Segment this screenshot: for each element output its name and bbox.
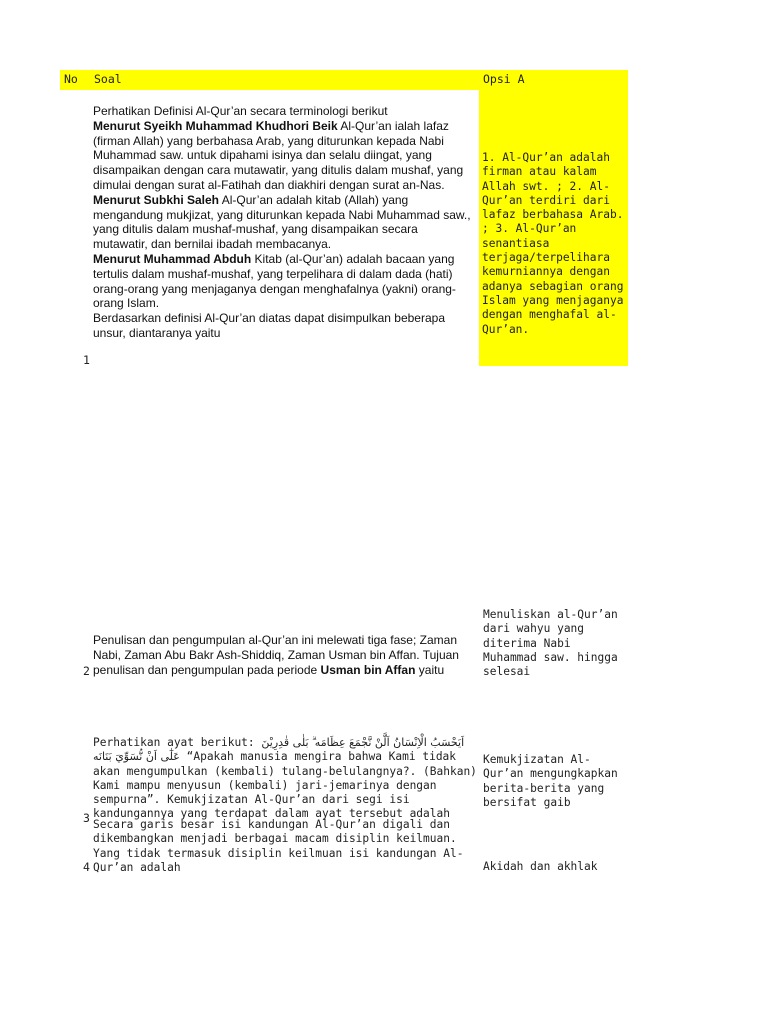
header-row [60, 70, 628, 90]
row-number-4: 4 [83, 860, 90, 874]
option-a-2: Menuliskan al-Qur’an dari wahyu yang diterima Nabi Muhammad saw. hingga selesai [483, 608, 618, 679]
question-2: Penulisan dan pengumpulan al-Qur’an ini melewati tiga fase; Zaman Nabi, Zaman Abu Bakr Ash-Shiddiq, Zaman Usman bin Affan. Tujuan penulisan dan pengumpulan pada periode Usman bin Affan yaitu [93, 633, 459, 677]
question-1-definition-2: Menurut Subkhi Saleh Al-Qur’an adalah kitab (Allah) yang mengandung mukjizat, yang diturunkan kepada Nabi Muhammad saw., yang ditulis dalam mushaf-mushaf, yang disampaikan secara mutawatir, dan bernilai ibadah membacanya. [93, 192, 471, 252]
header-opsi-a: Opsi A [483, 72, 525, 86]
row-number-3: 3 [83, 811, 90, 825]
question-1-definition-3: Menurut Muhammad Abduh Kitab (al-Qur’an) adalah bacaan yang tertulis dalam mushaf-mushaf, yang terpelihara di dalam dada (hati) orang-orang yang menjaganya dengan menghafalnya (yakni) orang-orang Islam. [93, 251, 456, 311]
question-1-intro: Perhatikan Definisi Al-Qur’an secara terminologi berikut [93, 104, 388, 118]
header-soal: Soal [94, 72, 122, 86]
option-a-1: 1. Al-Qur’an adalah firman atau kalam Allah swt. ; 2. Al-Qur’an terdiri dari lafaz berbahasa Arab. ; 3. Al-Qur’an senantiasa terjaga/terpelihara kemurniannya dengan adanya sebagian orang Islam yang menjaganya dengan menghafal al-Qur’an. [482, 151, 624, 336]
question-1-definition-1: Menurut Syeikh Muhammad Khudhori Beik Al-Qur’an ialah lafaz (firman Allah) yang berbahasa Arab, yang diturunkan kepada Nabi Muhammad saw. untuk dipahami isinya dan selalu diingat, yang disampaikan dengan cara mutawatir, yang ditulis dalam mushaf, yang dimulai dengan surat al-Fatihah dan diakhiri dengan surat an-Nas. [93, 118, 464, 192]
row-number-2: 2 [83, 664, 90, 678]
question-4: Secara garis besar isi kandungan Al-Qur’an digali dan dikembangkan menjadi berbagai macam disiplin keilmuan. Yang tidak termasuk disiplin keilmuan isi kandungan Al-Qur’an adalah [93, 818, 464, 874]
question-1-closing: Berdasarkan definisi Al-Qur’an diatas dapat disimpulkan beberapa unsur, diantaranya yaitu [93, 311, 445, 340]
arabic-verse: اَيَحْسَبُ الْاِنْسَانُ اَلَّنْ نَّجْمَعَ عِظَامَه ۗ بَلٰى قٰدِرِيْنَ عَلٰٓى اَنْ نُّسَوِّيَ بَنَانَه [93, 736, 465, 764]
question-1 [93, 104, 475, 341]
option-a-3: Kemukjizatan Al-Qur’an mengungkapkan berita-berita yang bersifat gaib [483, 753, 618, 809]
option-a-4: Akidah dan akhlak [483, 860, 598, 873]
header-no: No [64, 72, 78, 86]
question-3: Perhatikan ayat berikut: اَيَحْسَبُ الْاِنْسَانُ اَلَّنْ نَّجْمَعَ عِظَامَه ۗ بَلٰى قٰدِرِيْنَ عَلٰٓى اَنْ نُّسَوِّيَ بَنَانَه “Apakah manusia mengira bahwa Kami tidak akan mengumpulkan (kembali) tulang-belulangnya?. (Bahkan) Kami mampu menyusun (kembali) jari-jemarinya dengan sempurna”. Kemukjizatan Al-Qur’an dari segi isi kandungannya yang terdapat dalam ayat tersebut adalah [93, 736, 477, 821]
row-number-1: 1 [83, 353, 90, 367]
